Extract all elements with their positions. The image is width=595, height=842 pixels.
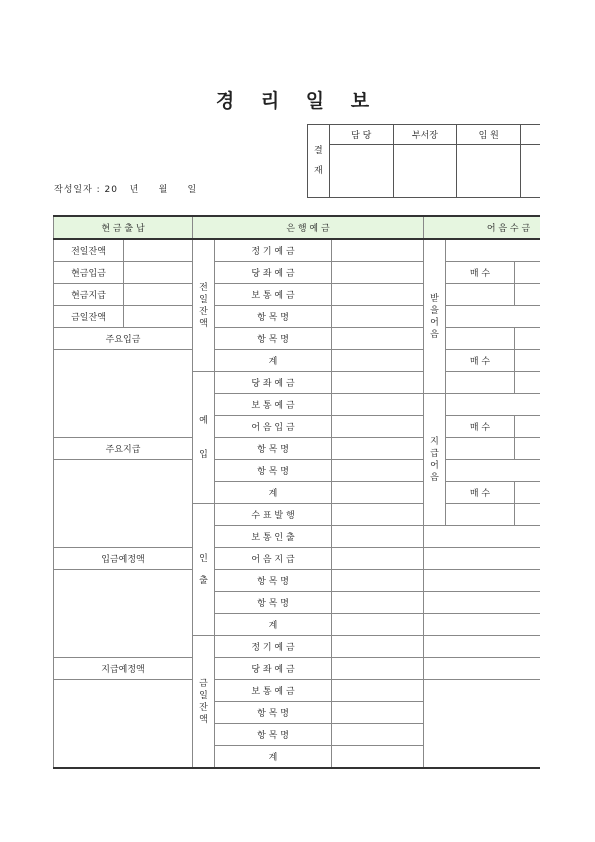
bank-item: 항 목 명 [215, 702, 332, 724]
bills-count-label: 매 수 [446, 482, 515, 504]
bills-cell[interactable] [446, 328, 515, 350]
cash-scheduled-income-label: 입금예정액 [54, 548, 193, 570]
bank-item: 계 [215, 350, 332, 372]
cash-main-expense-area[interactable] [54, 460, 193, 548]
approval-header-manager: 부서장 [393, 125, 457, 145]
bank-item: 어 음 입 금 [215, 416, 332, 438]
cash-deposit-value[interactable] [124, 262, 193, 284]
cash-main-income-area[interactable] [54, 350, 193, 438]
header-bills: 어 음 수 금 [424, 216, 594, 239]
bank-value[interactable] [332, 394, 424, 416]
cash-prev-balance-label: 전일잔액 [54, 239, 124, 262]
bank-item: 수 표 발 행 [215, 504, 332, 526]
bills-received-label: 받 을 어 음 [424, 239, 446, 394]
bank-value[interactable] [332, 482, 424, 504]
approval-header-staff: 담 당 [329, 125, 393, 145]
bank-value[interactable] [332, 702, 424, 724]
bank-item: 항 목 명 [215, 306, 332, 328]
cash-payment-label: 현금지급 [54, 284, 124, 306]
bank-value[interactable] [332, 658, 424, 680]
approval-sign-manager[interactable] [393, 145, 457, 198]
bank-item: 계 [215, 482, 332, 504]
bank-item: 항 목 명 [215, 724, 332, 746]
bank-value[interactable] [332, 614, 424, 636]
cash-deposit-label: 현금입금 [54, 262, 124, 284]
cash-scheduled-expense-area[interactable] [54, 680, 193, 769]
bank-value[interactable] [332, 570, 424, 592]
bank-value[interactable] [332, 592, 424, 614]
bank-value[interactable] [332, 548, 424, 570]
page-title: 경 리 일 보 [215, 90, 380, 112]
bank-value[interactable] [332, 526, 424, 548]
bank-item: 당 좌 예 금 [215, 658, 332, 680]
cash-scheduled-expense-label: 지급예정액 [54, 658, 193, 680]
bank-value[interactable] [332, 306, 424, 328]
bank-value[interactable] [332, 239, 424, 262]
approval-sign-staff[interactable] [329, 145, 393, 198]
bank-item: 보 통 예 금 [215, 284, 332, 306]
approval-sign-executive[interactable] [457, 145, 521, 198]
bank-item: 항 목 명 [215, 328, 332, 350]
daily-report-table [53, 215, 594, 769]
bank-value[interactable] [332, 504, 424, 526]
bank-item: 항 목 명 [215, 438, 332, 460]
bills-count-label: 매 수 [446, 350, 515, 372]
bank-value[interactable] [332, 416, 424, 438]
bank-group-prev-balance: 전 일 잔 액 [193, 239, 215, 372]
bills-count-label: 매 수 [446, 416, 515, 438]
bank-item: 당 좌 예 금 [215, 262, 332, 284]
bank-value[interactable] [332, 724, 424, 746]
cash-main-expense-label: 주요지급 [54, 438, 193, 460]
bank-item: 보 통 예 금 [215, 680, 332, 702]
bank-value[interactable] [332, 680, 424, 702]
bank-item: 보 통 인 출 [215, 526, 332, 548]
bank-item: 항 목 명 [215, 592, 332, 614]
approval-side-label: 결 재 [308, 125, 330, 198]
bank-group-withdrawal: 인 출 [193, 504, 215, 636]
bank-item: 계 [215, 614, 332, 636]
bank-item: 정 기 예 금 [215, 636, 332, 658]
cash-scheduled-income-area[interactable] [54, 570, 193, 658]
page-edge-mask [540, 0, 595, 842]
bills-paid-label: 지 급 어 음 [424, 394, 446, 526]
bank-item: 항 목 명 [215, 460, 332, 482]
bank-group-today-balance: 금 일 잔 액 [193, 636, 215, 769]
bank-item: 정 기 예 금 [215, 239, 332, 262]
bills-cell[interactable] [446, 284, 515, 306]
cash-payment-value[interactable] [124, 284, 193, 306]
header-bank: 은 행 예 금 [193, 216, 424, 239]
approval-header-executive: 임 원 [457, 125, 521, 145]
bills-cell[interactable] [446, 372, 515, 394]
bank-value[interactable] [332, 284, 424, 306]
bank-value[interactable] [332, 636, 424, 658]
cash-prev-balance-value[interactable] [124, 239, 193, 262]
bank-item: 보 통 예 금 [215, 394, 332, 416]
bills-cell[interactable] [446, 438, 515, 460]
bank-value[interactable] [332, 372, 424, 394]
cash-today-balance-value[interactable] [124, 306, 193, 328]
bank-value[interactable] [332, 746, 424, 769]
bank-item: 어 음 지 급 [215, 548, 332, 570]
bank-item: 당 좌 예 금 [215, 372, 332, 394]
bank-value[interactable] [332, 438, 424, 460]
cash-today-balance-label: 금일잔액 [54, 306, 124, 328]
bills-cell[interactable] [446, 504, 515, 526]
bills-count-label: 매 수 [446, 262, 515, 284]
write-date: 작성일자 : 20 년 월 일 [54, 185, 198, 195]
cash-main-income-label: 주요입금 [54, 328, 193, 350]
bank-item: 계 [215, 746, 332, 769]
bank-value[interactable] [332, 460, 424, 482]
bank-value[interactable] [332, 350, 424, 372]
bank-value[interactable] [332, 262, 424, 284]
bank-group-deposit: 예 입 [193, 372, 215, 504]
bank-item: 항 목 명 [215, 570, 332, 592]
header-cash: 현 금 출 납 [54, 216, 193, 239]
bank-value[interactable] [332, 328, 424, 350]
